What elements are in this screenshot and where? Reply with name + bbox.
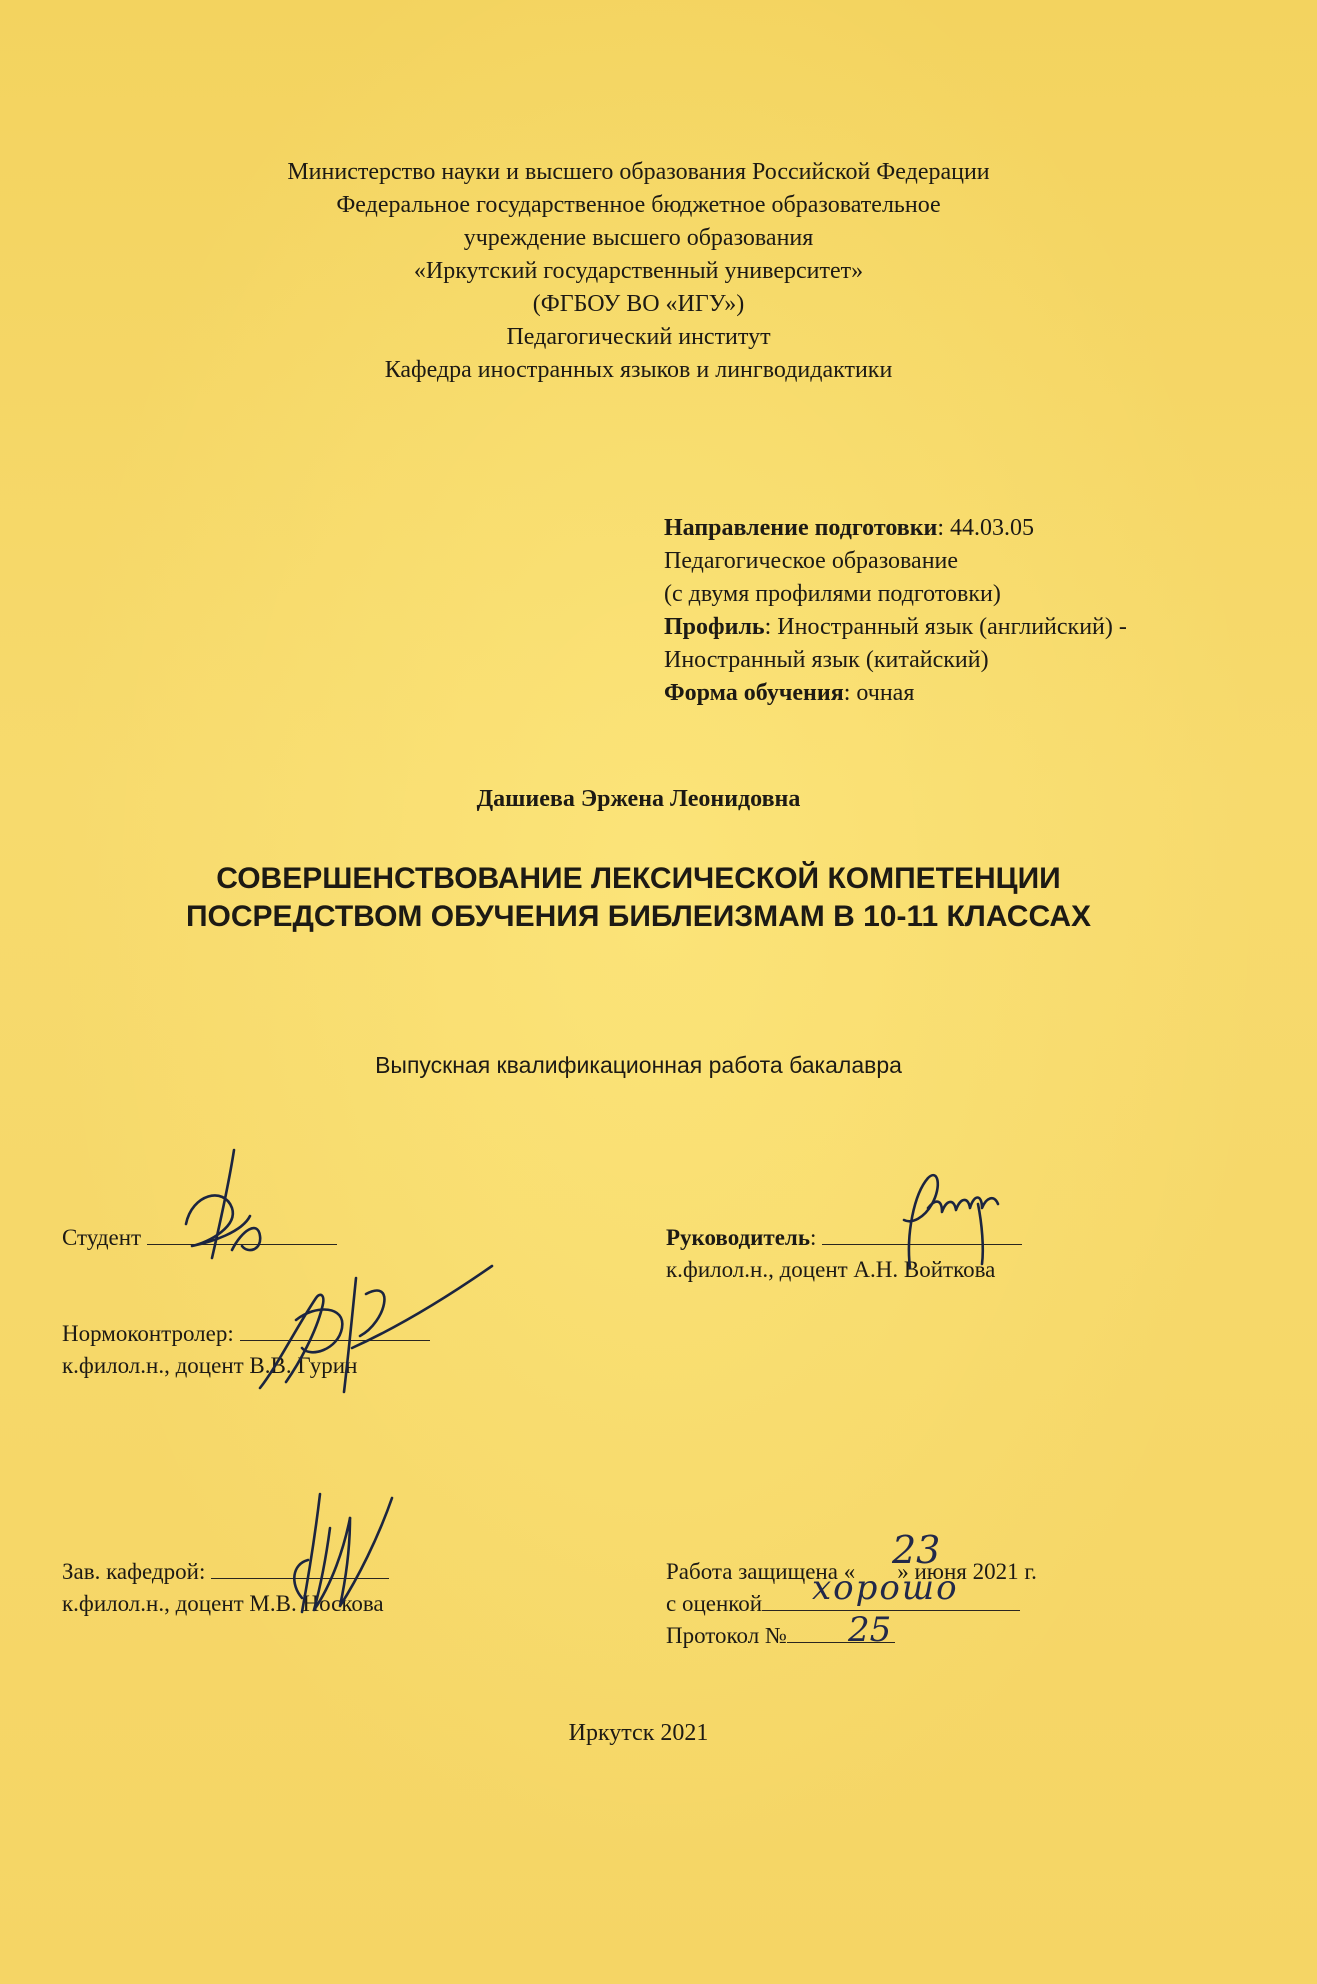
student-signature [172, 1146, 282, 1266]
normcontroller-name: к.филол.н., доцент В.В. Гурин [62, 1353, 358, 1378]
head-label: Зав. кафедрой: [62, 1559, 206, 1584]
student-label: Студент [62, 1225, 142, 1250]
normcontroller-label: Нормоконтролер: [62, 1321, 234, 1346]
supervisor-signature [870, 1164, 1020, 1274]
header-line-federal: Федеральное государственное бюджетное образовательное [336, 192, 941, 218]
defense-prefix: Работа защищена « [666, 1559, 856, 1584]
profile-value-continued: Иностранный язык (китайский) [664, 647, 989, 673]
header-line-institution: учреждение высшего образования [463, 225, 814, 251]
grade-handwritten: хорошо [812, 1568, 959, 1608]
head-name: к.филол.н., доцент М.В. Носкова [62, 1591, 384, 1616]
protocol-label: Протокол № [666, 1623, 787, 1648]
work-type: Выпускная квалификационная работа бакалавра [375, 1052, 902, 1078]
header-line-abbreviation: (ФГБОУ ВО «ИГУ») [532, 291, 745, 317]
defense-day-handwritten: 23 [892, 1528, 941, 1572]
profile-value: : Иностранный язык (английский) - [764, 614, 1127, 640]
study-form-label: Форма обучения [664, 680, 844, 706]
thesis-title-line-2: ПОСРЕДСТВОМ ОБУЧЕНИЯ БИБЛЕИЗМАМ В 10-11 КЛАССАХ [185, 900, 1092, 933]
profile-label: Профиль [664, 614, 765, 640]
header-line-ministry: Министерство науки и высшего образования Российской Федерации [287, 159, 990, 185]
header-line-department: Кафедра иностранных языков и лингводидактики [384, 357, 893, 383]
normcontroller-signature [256, 1258, 496, 1398]
header-line-university: «Иркутский государственный университет» [413, 258, 864, 284]
author-name: Дашиева Эржена Леонидовна [476, 786, 801, 812]
study-form-value: : очная [843, 680, 915, 706]
institution-header [0, 156, 1277, 387]
supervisor-name: к.филол.н., доцент А.Н. Войткова [666, 1257, 996, 1282]
direction-value: : 44.03.05 [937, 515, 1035, 541]
city-year: Иркутск 2021 [568, 1720, 709, 1746]
grade-label: с оценкой [666, 1591, 763, 1616]
program-info [664, 512, 1127, 710]
supervisor-colon: : [810, 1225, 817, 1250]
supervisor-label: Руководитель [666, 1225, 810, 1250]
direction-label: Направление подготовки [664, 515, 938, 541]
defense-suffix: » июня 2021 г. [897, 1559, 1037, 1584]
thesis-title-line-1: СОВЕРШЕНСТВОВАНИЕ ЛЕКСИЧЕСКОЙ КОМПЕТЕНЦИИ [216, 862, 1061, 895]
direction-note: (с двумя профилями подготовки) [664, 581, 1001, 607]
profile-row [664, 611, 1127, 644]
head-signature [280, 1488, 400, 1618]
direction-name: Педагогическое образование [664, 548, 959, 574]
thesis-title [0, 860, 1277, 936]
header-line-institute: Педагогический институт [506, 324, 771, 350]
study-form-row [664, 677, 1127, 710]
direction-row [664, 512, 1127, 545]
protocol-number-handwritten: 25 [848, 1610, 892, 1650]
